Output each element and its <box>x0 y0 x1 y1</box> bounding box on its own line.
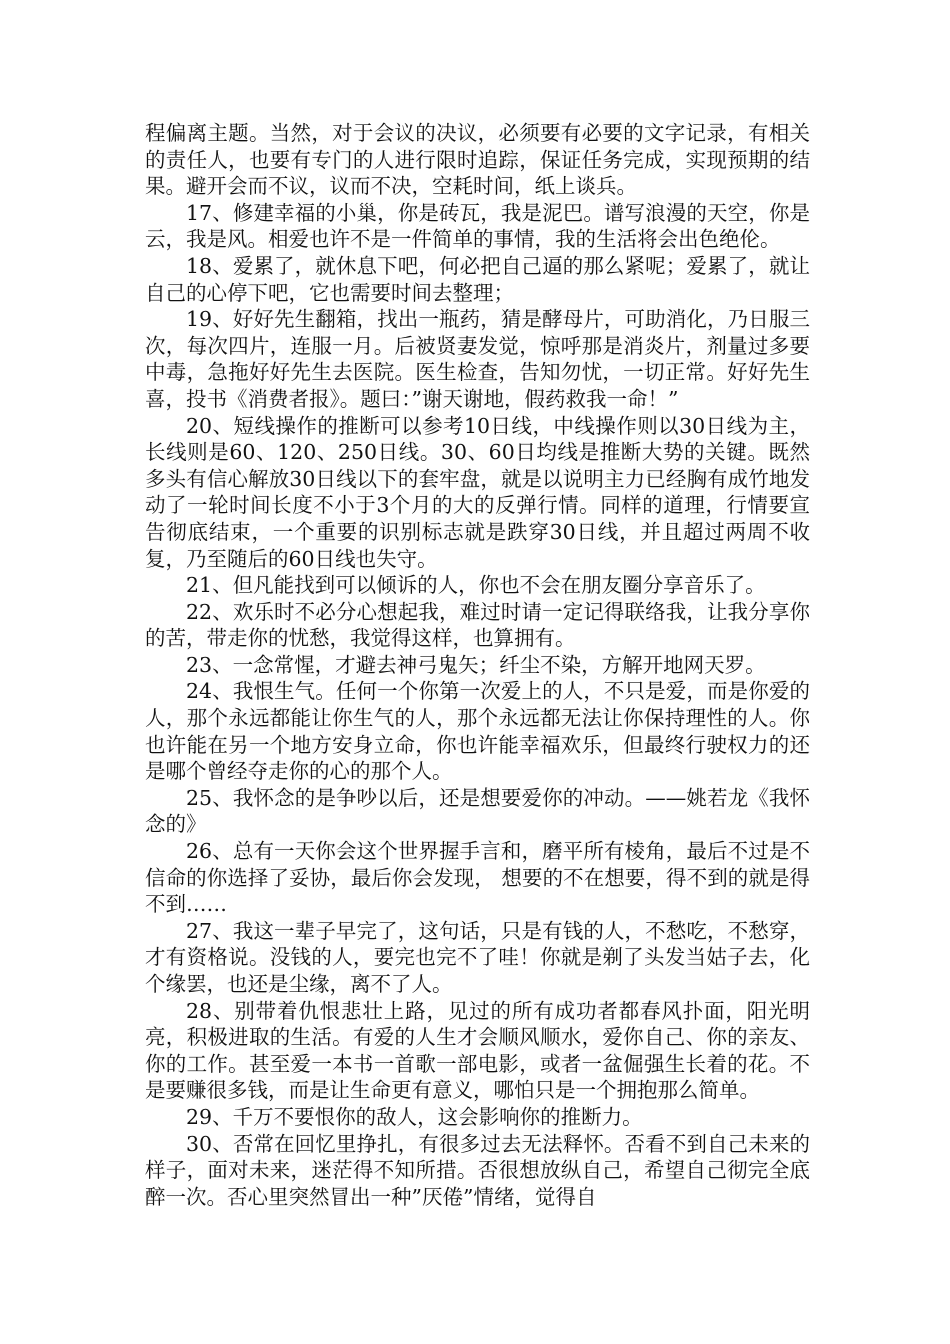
paragraph-item-27: 27、我这一辈子早完了，这句话，只是有钱的人，不愁吃，不愁穿，才有资格说。没钱的人，要完也完不了哇！你就是剃了头发当姑子去，化个缘罢，也还是尘缘，离不了人。 <box>145 918 810 996</box>
paragraph-item-29: 29、千万不要恨你的敌人，这会影响你的推断力。 <box>186 1104 643 1129</box>
paragraph-item-19: 19、好好先生翻箱，找出一瓶药，猜是酵母片，可助消化，乃日服三次，每次四片，连服一月。后被贤妻发觉，惊呼那是消炎片，剂量过多要中毒，急拖好好先生去医院。医生检查，告知勿忧，一切正常。好好先生喜，投书《消费者报》。题曰：”谢天谢地，假药救我一命！” <box>145 307 810 411</box>
paragraph-item-17: 17、修建幸福的小巢，你是砖瓦，我是泥巴。谱写浪漫的天空，你是云，我是风。相爱也许不是一件简单的事情，我的生活将会出色绝伦。 <box>145 200 810 252</box>
paragraph-item-23: 23、一念常惺，才避去神弓鬼矢；纤尘不染，方解开地网天罗。 <box>186 652 766 677</box>
paragraph-item-21: 21、但凡能找到可以倾诉的人，你也不会在朋友圈分享音乐了。 <box>186 573 766 598</box>
paragraph-item-22: 22、欢乐时不必分心想起我，难过时请一定记得联络我，让我分享你的苦，带走你的忧愁，我觉得这样，也算拥有。 <box>145 599 810 651</box>
paragraph-item-24: 24、我恨生气。任何一个你第一次爱上的人，不只是爱，而是你爱的人，那个永远都能让你生气的人，那个永远都无法让你保持理性的人。你也许能在另一个地方安身立命，你也许能幸福欢乐，但最终行驶权力的还是哪个曾经夺走你的心的那个人。 <box>145 679 810 784</box>
paragraph-item-20: 20、短线操作的推断可以参考10日线，中线操作则以30日线为主，长线则是60、120、250日线。30、60日均线是推断大势的关键。既然多头有信心解放30日线以下的套牢盘，就是以说明主力已经胸有成竹地发动了一轮时间长度不小于3个月的大的反弹行情。同样的道理，行情要宣告彻底结束，一个重要的识别标志就是跌穿30日线，并且超过两周不收复，乃至随后的60日线也失守。 <box>145 413 810 571</box>
paragraph-item-30: 30、否常在回忆里挣扎，有很多过去无法释怀。否看不到自己未来的样子，面对未来，迷茫得不知所措。否很想放纵自己，希望自己彻完全底醉一次。否心里突然冒出一种”厌倦”情绪，觉得自 <box>145 1131 810 1209</box>
paragraph-item-25: 25、我怀念的是争吵以后，还是想要爱你的冲动。——姚若龙《我怀念的》 <box>145 785 810 837</box>
paragraph-item-26: 26、总有一天你会这个世界握手言和，磨平所有棱角，最后不过是不信命的你选择了妥协，最后你会发现， 想要的不在想要，得不到的就是得不到…… <box>145 839 810 917</box>
paragraph-item-28: 28、别带着仇恨悲壮上路，见过的所有成功者都春风扑面，阳光明亮，积极进取的生活。有爱的人生才会顺风顺水，爱你自己、你的亲友、你的工作。甚至爱一本书一首歌一部电影，或者一盆倔强生长着的花。不是要赚很多钱，而是让生命更有意义，哪怕只是一个拥抱那么简单。 <box>145 998 810 1103</box>
paragraph-item-18: 18、爱累了，就休息下吧，何必把自己逼的那么紧呢；爱累了，就让自己的心停下吧，它也需要时间去整理； <box>145 253 810 305</box>
paragraph-continuation: 程偏离主题。当然，对于会议的决议，必须要有必要的文字记录，有相关的责任人，也要有专门的人进行限时追踪，保证任务完成，实现预期的结果。避开会而不议，议而不决，空耗时间，纸上谈兵。 <box>145 121 810 199</box>
document-page <box>145 120 810 1210</box>
